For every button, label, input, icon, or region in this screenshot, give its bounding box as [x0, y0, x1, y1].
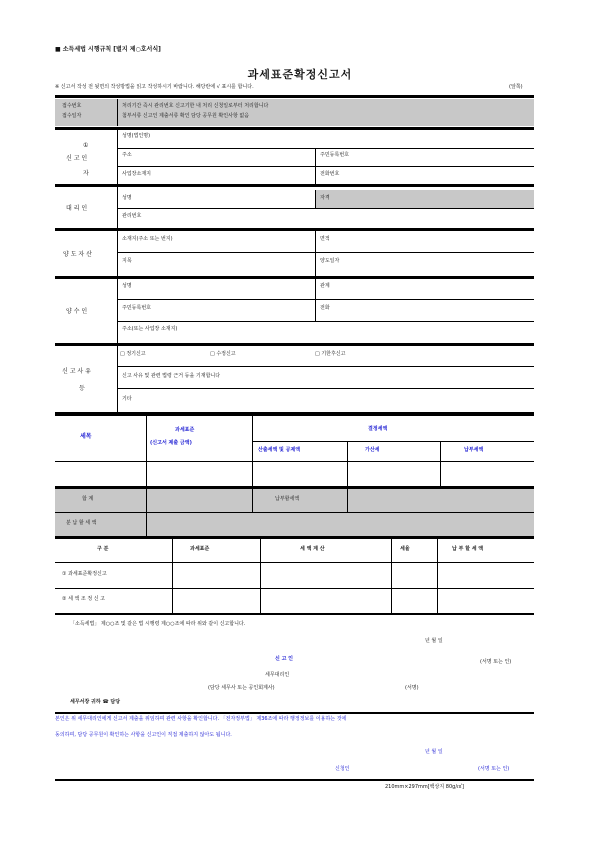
reason-label: 신 고 사 유	[62, 368, 91, 375]
summary-installment-label: 분 납 할 세 액	[66, 520, 97, 526]
applicant-id-label: 주민등록번호	[320, 152, 349, 158]
applicant-label: 신 고 인	[66, 155, 88, 162]
reason-late-checkbox[interactable]: □ 기한후신고	[315, 351, 346, 357]
declaration-office: 세무서장 귀하 ☎ 담당	[70, 699, 121, 705]
agent-management-label: 관리번호	[122, 213, 142, 219]
declaration-text: 「소득세법」 제○○조 및 같은 법 시행령 제○○조에 따라 위와 같이 신고합니다.	[70, 621, 246, 627]
consent-signer: 신청인	[335, 766, 350, 772]
acquirer-address-label: 주소(또는 사업장 소재지)	[122, 326, 178, 332]
agent-name-label: 성명	[122, 195, 132, 201]
consent-sign: (서명 또는 인)	[478, 766, 510, 772]
reason-description: 신고 사유 및 관련 법령 근거 등을 기재합니다	[122, 373, 221, 379]
tax-col-item: 세목	[80, 433, 92, 440]
agent-qualification-label: 자격	[320, 195, 330, 201]
bottom-col-category: 구 분	[97, 546, 109, 552]
declaration-sign-note: (서명 또는 인)	[480, 659, 512, 665]
receipt-info-line1: 처리기간 즉시 관리번호 신고기한 내 처리 신청일로부터 처리합니다	[122, 103, 269, 109]
tax-col-base: 과세표준	[175, 427, 195, 433]
bottom-col-base: 과세표준	[190, 546, 210, 552]
form-notice: ※ 신고서 작성 전 뒷면의 작성방법을 읽고 작성하시기 바랍니다. 해당란에 √ 표시를 합니다.	[55, 84, 254, 90]
summary-total-label: 합 계	[82, 496, 94, 502]
tax-col-base-sub: (신고서 제출 금액)	[150, 440, 192, 446]
bottom-col-calculation: 세 액 계 산	[300, 546, 325, 552]
acquirer-name-label: 성명	[122, 283, 132, 289]
declaration-date: 년 월 일	[425, 638, 443, 644]
receipt-date-label: 접수일자	[62, 113, 82, 119]
acquirer-phone-label: 전화	[320, 305, 330, 311]
applicant-name-label: 성명(법인명)	[122, 133, 151, 139]
acquirer-relation-label: 관계	[320, 283, 330, 289]
receipt-info-line2: 첨부서류 신고인 제출서류 확인 담당 공무원 확인사항 없음	[122, 113, 250, 119]
declaration-agent-sub: (담당 세무사 또는 공인회계사)	[208, 685, 275, 691]
footer-paper-spec: 210mm×297mm[백상지 80g/㎡]	[385, 784, 464, 790]
agent-label: 대 리 인	[66, 205, 88, 212]
tax-col-penalty: 가산세	[365, 447, 380, 453]
consent-line1: 본인은 위 세무대리인에게 신고서 제출을 위임하며 관련 사항을 확인합니다. 「전자정부법」 제36조에 따라 행정정보를 이용하는 것에	[55, 716, 347, 722]
consent-line2: 동의하며, 담당 공무원이 확인하는 사항을 신고인이 직접 제출하지 않아도 됩니다.	[55, 732, 232, 738]
property-area-label: 면적	[320, 236, 330, 242]
consent-date: 년 월 일	[425, 749, 443, 755]
reason-amended-checkbox[interactable]: □ 수정신고	[210, 351, 236, 357]
bottom-col-rate: 세율	[400, 546, 410, 552]
reason-regular-checkbox[interactable]: □ 정기신고	[120, 351, 146, 357]
acquirer-label: 양 수 인	[66, 308, 88, 315]
bottom-row-final-return: ① 과세표준확정신고	[62, 571, 107, 577]
summary-payable-label: 납부할세액	[275, 496, 300, 502]
tax-col-determined: 결정세액	[368, 426, 388, 432]
acquirer-id-label: 주민등록번호	[122, 305, 151, 311]
applicant-label-sub: 자	[83, 170, 89, 177]
tax-col-payable: 납부세액	[464, 447, 484, 453]
bottom-col-payable: 납 부 할 세 액	[452, 546, 484, 552]
declaration-agent-sign: (서명)	[405, 685, 419, 691]
declaration-signer-label: 신 고 인	[275, 656, 293, 662]
property-label: 양 도 자 산	[63, 251, 92, 258]
reason-other-label: 기타	[122, 396, 132, 402]
property-transfer-date-label: 양도일자	[320, 258, 340, 264]
applicant-label-num: ①	[83, 142, 89, 149]
applicant-address-label: 주소	[122, 152, 132, 158]
document-title: 과세표준확정신고서	[247, 68, 353, 81]
receipt-number-label: 접수번호	[62, 103, 82, 109]
property-land-category-label: 지목	[122, 258, 132, 264]
tax-col-calculated: 산출세액 및 공제액	[258, 447, 301, 453]
page-indicator: (앞쪽)	[509, 84, 523, 90]
form-reference: ■ 소득세법 시행규칙 [별지 제○호서식]	[55, 46, 161, 53]
applicant-phone-label: 전화번호	[320, 171, 340, 177]
property-location-label: 소재지(주소 또는 번지)	[122, 236, 173, 242]
reason-label-sub: 등	[79, 385, 85, 392]
declaration-agent-label: 세무대리인	[265, 672, 290, 678]
bottom-row-adjustment: ② 세 액 조 정 신 고	[62, 596, 105, 602]
applicant-business-label: 사업장소재지	[122, 171, 151, 177]
